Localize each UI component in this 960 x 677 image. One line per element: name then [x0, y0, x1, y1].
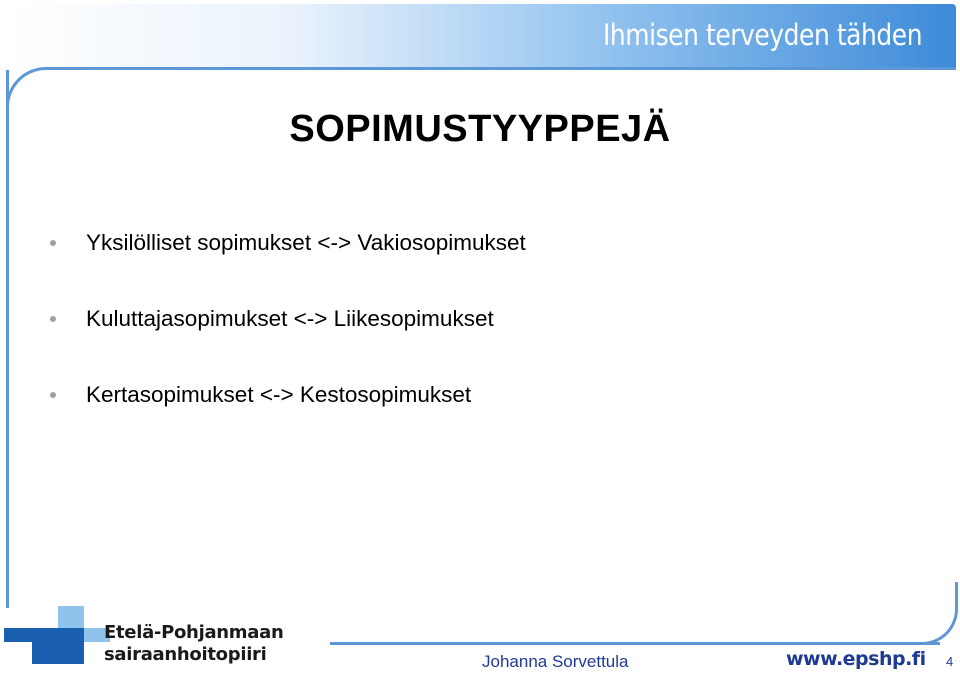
bullet-text: Yksilölliset sopimukset <-> Vakiosopimukset [86, 230, 526, 255]
frame-corner-top-left [6, 67, 66, 107]
bullet-text: Kuluttajasopimukset <-> Liikesopimukset [86, 306, 494, 331]
logo-line-1: Etelä-Pohjanmaan [104, 622, 284, 643]
logo-line-2: sairaanhoitopiiri [104, 644, 267, 665]
bullet-item [48, 224, 526, 262]
header-band [4, 4, 956, 68]
organization-logo-text [104, 622, 283, 666]
frame-corner-bottom-right [898, 582, 958, 645]
bullet-dot-icon [50, 392, 56, 398]
bullet-text: Kertasopimukset <-> Kestosopimukset [86, 382, 472, 407]
footer-divider [330, 642, 940, 645]
bullet-dot-icon [50, 240, 56, 246]
footer-website-link[interactable]: www.epshp.fi [786, 648, 926, 670]
bullet-list [48, 224, 526, 452]
header-divider [60, 67, 956, 70]
bullet-dot-icon [50, 316, 56, 322]
bullet-item [48, 300, 526, 338]
footer-author: Johanna Sorvettula [482, 652, 629, 671]
hospital-cross-logo-icon [2, 604, 112, 666]
page-number: 4 [946, 654, 954, 669]
slide-title: SOPIMUSTYYPPEJÄ [289, 108, 671, 150]
header-slogan: Ihmisen terveyden tähden [602, 18, 922, 52]
bullet-item [48, 376, 526, 414]
